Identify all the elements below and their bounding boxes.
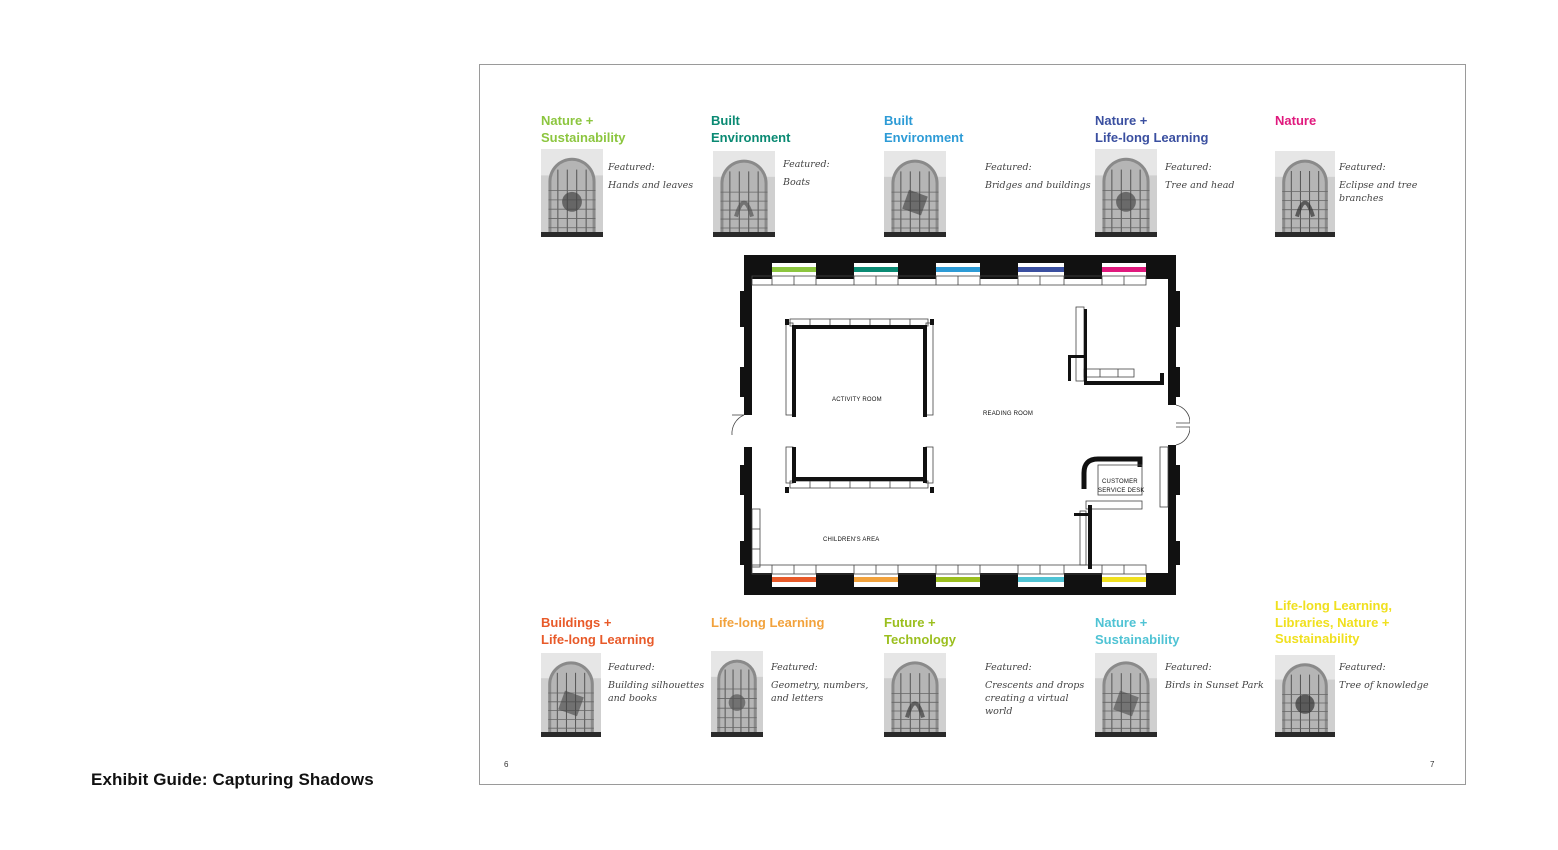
featured-text-2 <box>783 158 830 189</box>
featured-description: Tree and head <box>1165 180 1235 191</box>
window-title-8: Future + Technology <box>884 615 956 647</box>
featured-label: Featured: <box>1339 162 1386 173</box>
featured-label: Featured: <box>985 162 1032 173</box>
featured-description: Hands and leaves <box>608 180 694 191</box>
featured-description: Geometry, numbers, and letters <box>771 680 869 704</box>
exhibit-spread-page <box>479 64 1466 785</box>
customer-desk-label-1: CUSTOMER <box>1102 479 1138 485</box>
featured-label: Featured: <box>783 159 830 170</box>
exhibit-guide-caption: Exhibit Guide: Capturing Shadows <box>91 770 374 789</box>
window-title-1: Nature + Sustainability <box>541 113 626 145</box>
window-title-2: Built Environment <box>711 113 791 145</box>
reading-room-label: READING ROOM <box>983 411 1034 417</box>
featured-text-1 <box>608 161 693 192</box>
window-title-6: Buildings + Life-long Learning <box>541 615 655 647</box>
activity-room-label: ACTIVITY ROOM <box>832 397 882 403</box>
floor-plan <box>730 251 1190 601</box>
featured-text-3 <box>985 161 1091 192</box>
featured-description: Birds in Sunset Park <box>1165 680 1264 691</box>
featured-text-10 <box>1339 661 1429 692</box>
tree-head-window-photo <box>1095 149 1157 237</box>
childrens-area-label: CHILDREN'S AREA <box>823 537 880 543</box>
hands-leaves-window-photo <box>541 149 603 237</box>
featured-description: Crescents and drops creating a virtual world <box>985 680 1085 717</box>
eclipse-window-photo <box>1275 151 1335 237</box>
bridges-window-photo <box>884 151 946 237</box>
boats-window-photo <box>713 151 775 237</box>
silhouettes-window-photo <box>541 653 601 737</box>
featured-text-7 <box>771 661 868 705</box>
window-title-4: Nature + Life-long Learning <box>1095 113 1209 145</box>
featured-text-5 <box>1339 161 1417 205</box>
featured-text-4 <box>1165 161 1235 192</box>
window-title-5: Nature <box>1275 113 1317 128</box>
crescents-window-photo <box>884 653 946 737</box>
customer-desk-label-2: SERVICE DESK <box>1098 488 1145 494</box>
featured-label: Featured: <box>771 662 818 673</box>
window-title-7: Life-long Learning <box>711 615 825 630</box>
birds-window-photo <box>1095 653 1157 737</box>
featured-description: Tree of knowledge <box>1339 680 1429 691</box>
window-title-9: Nature + Sustainability <box>1095 615 1180 647</box>
featured-label: Featured: <box>1339 662 1386 673</box>
featured-label: Featured: <box>608 662 655 673</box>
featured-description: Eclipse and tree branches <box>1339 180 1418 204</box>
featured-text-6 <box>608 661 704 705</box>
featured-label: Featured: <box>1165 662 1212 673</box>
featured-label: Featured: <box>985 662 1032 673</box>
page-number-left: 6 <box>504 760 509 769</box>
window-title-10: Life-long Learning, Libraries, Nature + Sustainability <box>1275 598 1392 646</box>
page-number-right: 7 <box>1430 760 1435 769</box>
geometry-window-photo <box>711 651 763 737</box>
featured-text-9 <box>1165 661 1264 692</box>
featured-label: Featured: <box>1165 162 1212 173</box>
tree-knowledge-window-photo <box>1275 655 1335 737</box>
featured-description: Building silhouettes and books <box>608 680 705 704</box>
featured-text-8 <box>985 661 1084 718</box>
featured-description: Boats <box>783 177 811 188</box>
featured-description: Bridges and buildings <box>985 180 1091 191</box>
window-title-3: Built Environment <box>884 113 964 145</box>
featured-label: Featured: <box>608 162 655 173</box>
